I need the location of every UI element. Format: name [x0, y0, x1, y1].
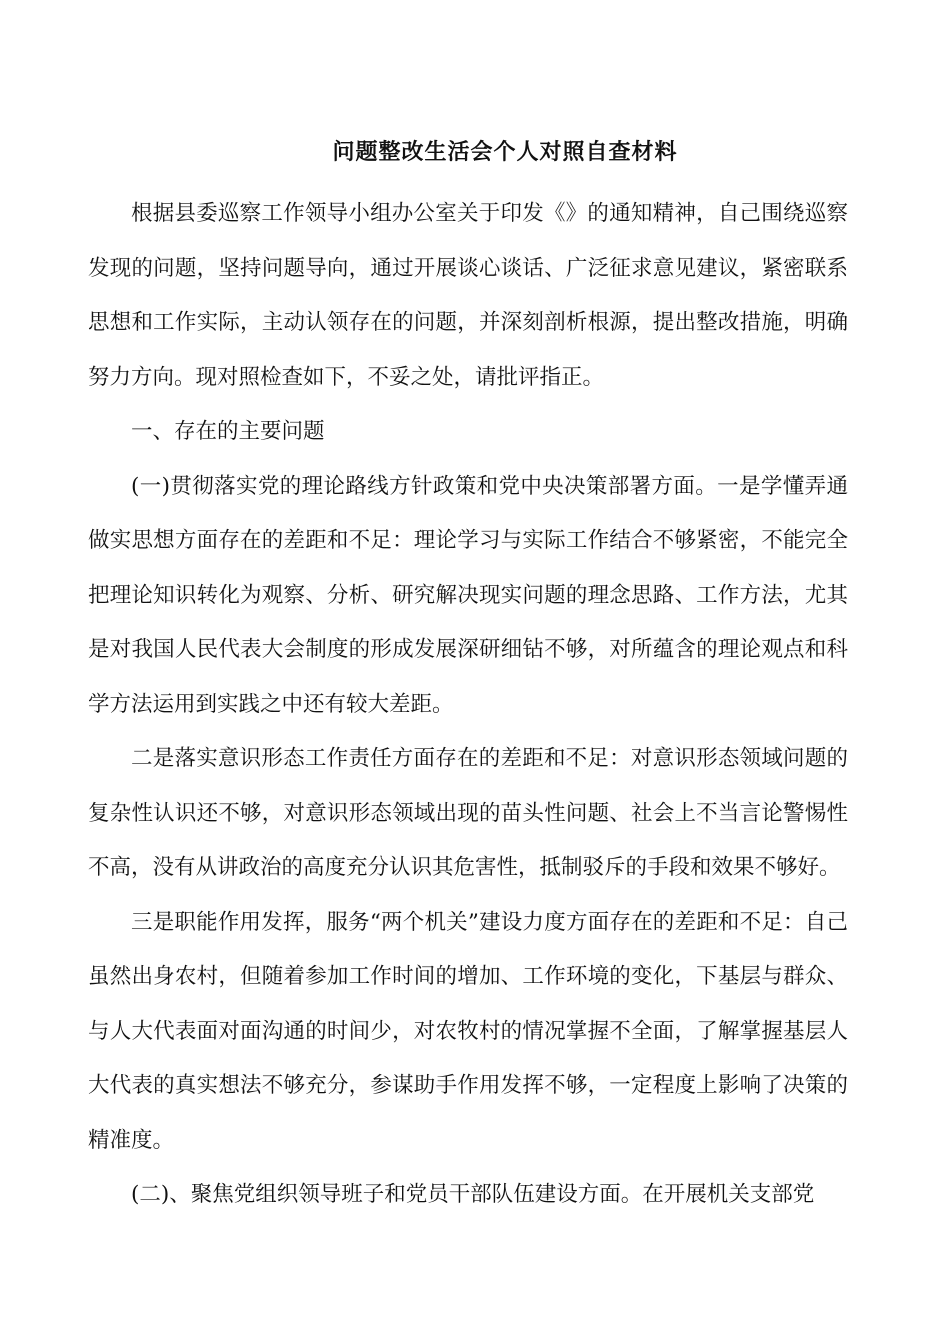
section-heading-main-problems: 一、存在的主要问题 — [131, 419, 325, 444]
paragraph-function-role: 三是职能作用发挥，服务“两个机关”建设力度方面存在的差距和不足：自己虽然出身农村，但随着参加工作时间的增加、工作环境的变化，下基层与群众、与人大代表面对面沟通的时间少，对农牧村的情况掌握不全面，了解掌握基层人大代表的真实想法不够充分，参谋助手作用发挥不够，一定程度上影响了决策的精准度。 — [88, 909, 848, 1153]
paragraph-ideology-responsibility: 二是落实意识形态工作责任方面存在的差距和不足：对意识形态领域问题的复杂性认识还不够，对意识形态领域出现的苗头性问题、社会上不当言论警惕性不高，没有从讲政治的高度充分认识其危害性，抵制驳斥的手段和效果不够好。 — [88, 746, 848, 880]
document-body — [88, 187, 848, 1223]
document-title: 问题整改生活会个人对照自查材料 — [332, 139, 678, 165]
paragraph-party-organization: (二)、聚焦党组织领导班子和党员干部队伍建设方面。在开展机关支部党 — [131, 1182, 815, 1207]
paragraph-intro: 根据县委巡察工作领导小组办公室关于印发《》的通知精神，自己围绕巡察发现的问题，坚持问题导向，通过开展谈心谈话、广泛征求意见建议，紧密联系思想和工作实际，主动认领存在的问题，并深刻剖析根源，提出整改措施，明确努力方向。现对照检查如下，不妥之处，请批评指正。 — [88, 201, 848, 390]
paragraph-theory-implementation: (一)贯彻落实党的理论路线方针政策和党中央决策部署方面。一是学懂弄通做实思想方面存在的差距和不足：理论学习与实际工作结合不够紧密，不能完全把理论知识转化为观察、分析、研究解决现实问题的理念思路、工作方法，尤其是对我国人民代表大会制度的形成发展深研细钻不够，对所蕴含的理论观点和科学方法运用到实践之中还有较大差距。 — [88, 473, 848, 717]
